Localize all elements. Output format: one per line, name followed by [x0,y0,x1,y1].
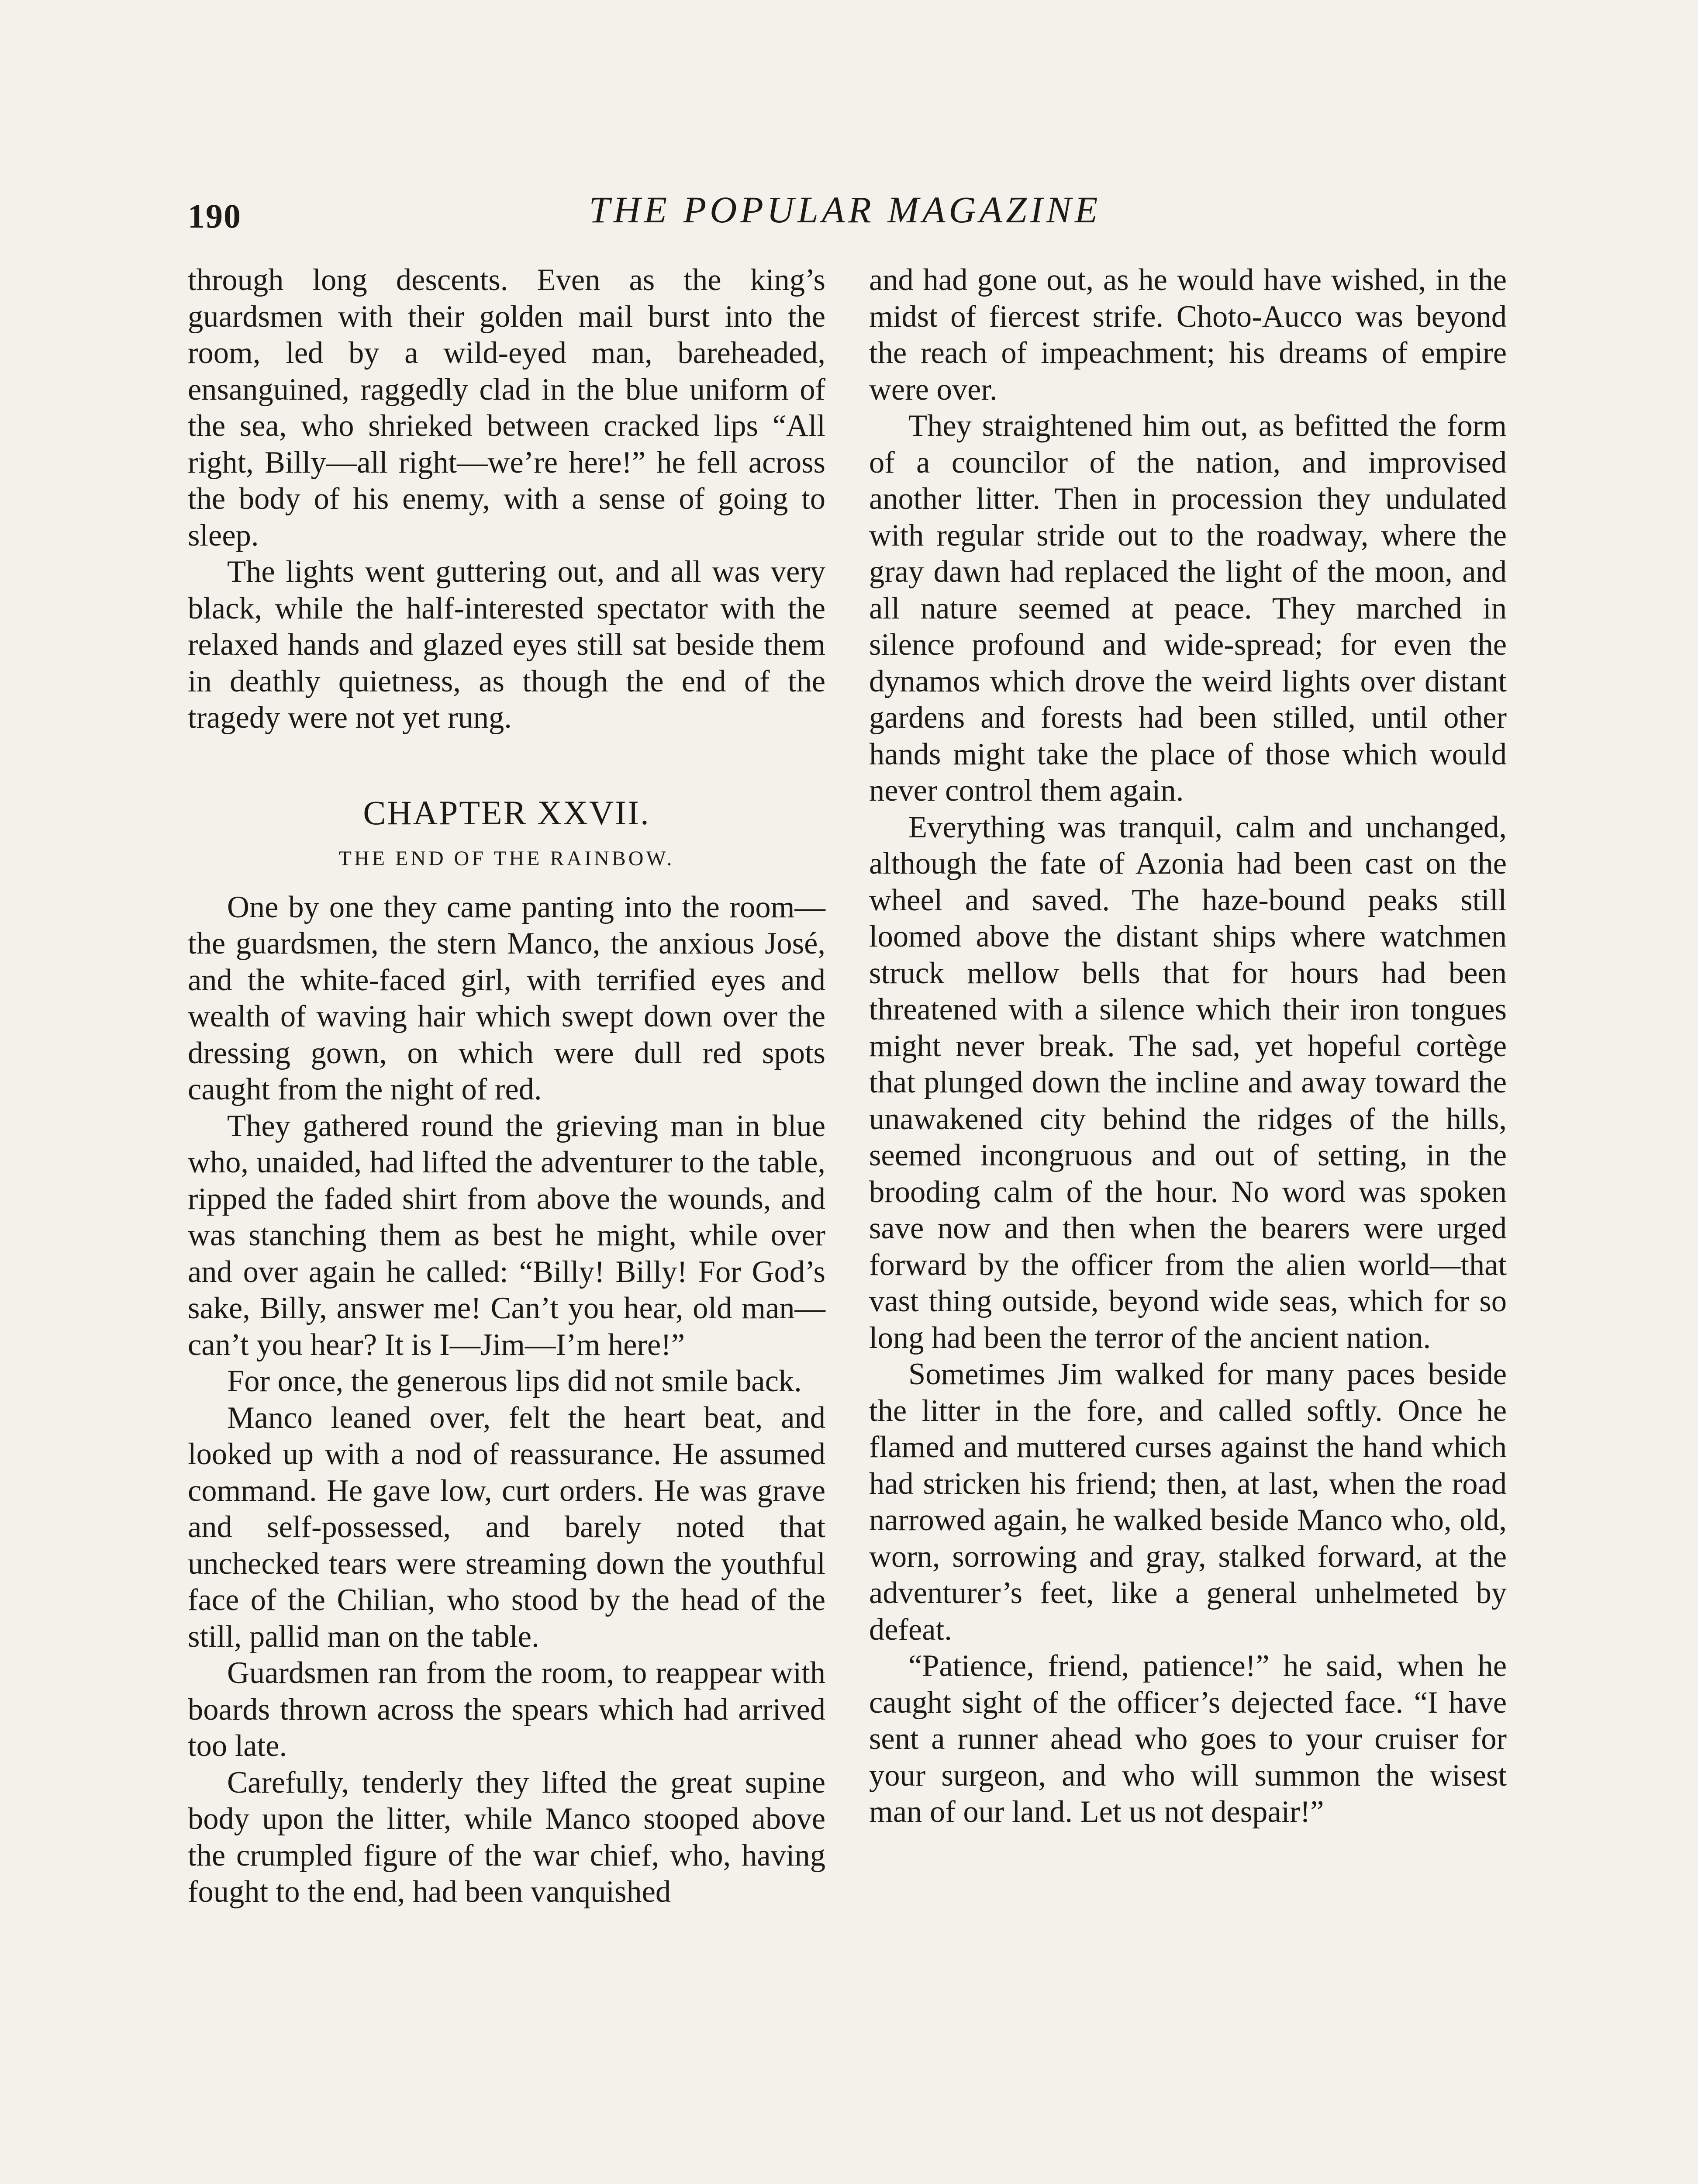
paragraph: For once, the generous lips did not smile back. [227,1364,802,1398]
paragraph: Manco leaned over, felt the heart beat, and looked up with a nod of reassurance. He assumed command. He gave low, curt orders. He was grave and self-possessed, and barely noted that unchecked tears were streaming down the youthful face of the Chilian, who stood by the head of the still, pallid man on the table. [188,1400,825,1654]
paragraph: and had gone out, as he would have wished, in the midst of fiercest strife. Choto-Aucco was beyond the reach of impeachment; his dreams of empire were over. [869,263,1507,407]
paragraph: Everything was tranquil, calm and unchanged, although the fate of Azonia had been cast on the wheel and saved. The haze-bound peaks still loomed above the distant ships where watchmen struck mellow bells that for hours had been threatened with a silence which their iron tongues might never break. The sad, yet hopeful cortège that plunged down the incline and away toward the unawakened city behind the ridges of the hills, seemed incongruous and out of setting, in the brooding calm of the hour. No word was spoken save now and then when the bearers were urged forward by the officer from the alien world—that vast thing outside, beyond wide seas, which for so long had been the terror of the ancient nation. [869,810,1507,1355]
right-column [869,262,1507,1831]
page-number: 190 [188,197,242,235]
paragraph: The lights went guttering out, and all was very black, while the half-interested spectator with the relaxed hands and glazed eyes still sat beside them in deathly quietness, as though the end of the tragedy were not yet rung. [188,555,825,735]
chapter-subtitle: THE END OF THE RAINBOW. [338,847,675,870]
paragraph: Sometimes Jim walked for many paces beside the litter in the fore, and called softly. Once he flamed and muttered curses against the hand which had stricken his friend; then, at last, when the road narrowed again, he walked beside Manco who, old, worn, sorrowing and gray, stalked forward, at the adventurer’s feet, like a general unhelmeted by defeat. [869,1357,1507,1647]
paragraph: One by one they came panting into the room—the guardsmen, the stern Manco, the anxious José, and the white-faced girl, with terrified eyes and wealth of waving hair which swept down over the dressing gown, on which were dull red spots caught from the night of red. [188,890,825,1106]
paragraph: through long descents. Even as the king’s guardsmen with their golden mail burst into the room, led by a wild-eyed man, bareheaded, ensanguined, raggedly clad in the blue uniform of the sea, who shrieked between cracked lips “All right, Billy—all right—we’re here!” he fell across the body of his enemy, with a sense of going to sleep. [188,263,825,553]
page-header [188,188,1502,236]
paragraph: Carefully, tenderly they lifted the great supine body upon the litter, while Manco stooped above the crumpled figure of the war chief, who, having fought to the end, had been vanquished [188,1765,825,1909]
running-head: THE POPULAR MAGAZINE [589,189,1101,231]
chapter-heading: CHAPTER XXVII. [363,793,650,832]
paragraph: Guardsmen ran from the room, to reappear with boards thrown across the spears which had arrived too late. [188,1656,825,1763]
paragraph: They gathered round the grieving man in blue who, unaided, had lifted the adventurer to the table, ripped the faded shirt from above the wounds, and was stanching them as best he might, while over and over again he called: “Billy! Billy! For God’s sake, Billy, answer me! Can’t you hear, old man—can’t you hear? It is I—Jim—I’m here!” [188,1109,825,1362]
paragraph: They straightened him out, as befitted the form of a councilor of the nation, and improvised another litter. Then in procession they undulated with regular stride out to the roadway, where the gray dawn had replaced the light of the moon, and all nature seemed at peace. They marched in silence profound and wide-spread; for even the dynamos which drove the weird lights over distant gardens and forests had been stilled, until other hands might take the place of those which would never control them again. [869,409,1507,808]
left-column [188,262,825,1911]
paragraph: “Patience, friend, patience!” he said, when he caught sight of the officer’s dejected face. “I have sent a runner ahead who goes to your cruiser for your surgeon, and who will summon the wisest man of our land. Let us not despair!” [869,1649,1507,1829]
